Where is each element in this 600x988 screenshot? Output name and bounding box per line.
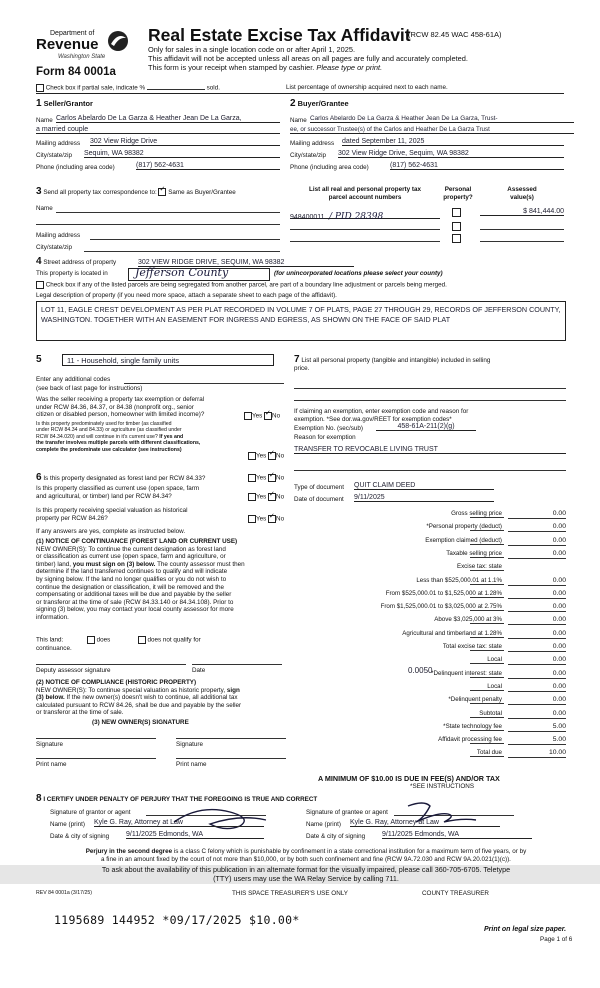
q5-yes-checkbox[interactable]: [248, 515, 256, 523]
calc-row-label: *Delinquent penalty: [448, 696, 502, 703]
q1-yes-no: Yes ✓ No: [244, 412, 280, 420]
calc-row-label: Affidavit processing fee: [438, 736, 502, 743]
reason-value[interactable]: TRANSFER TO REVOCABLE LIVING TRUST: [294, 446, 566, 454]
doc-type-value[interactable]: QUIT CLAIM DEED: [354, 482, 494, 490]
buyer-mailing-label: Mailing address: [290, 140, 335, 147]
seller-city-label: City/state/zip: [36, 152, 73, 159]
owner-signature-label-1: Signature: [36, 741, 63, 748]
seller-phone-value[interactable]: (817) 562-4631: [136, 162, 280, 170]
agency-line3: Washington State: [58, 54, 106, 60]
calc-row-value[interactable]: 0.00: [508, 656, 566, 665]
q3-no-checkbox[interactable]: ✓: [268, 474, 276, 482]
doc-date-value[interactable]: 9/11/2025: [354, 494, 494, 502]
calc-row-value[interactable]: 0.00: [508, 577, 566, 586]
calc-row-value[interactable]: 0.00: [508, 643, 566, 652]
calc-row-value[interactable]: 0.00: [508, 550, 566, 559]
section5-num: 5: [36, 354, 42, 365]
segregated-label: Check box if any of the listed parcels are being segregated from another parcel, are part of a boundary line adjustment or parcels being merged.: [45, 281, 447, 289]
calc-row-leader: [470, 517, 504, 518]
grantee-name-label: Name (print): [306, 821, 341, 828]
same-as-buyer-label: Same as Buyer/Grantee: [168, 189, 236, 196]
calc-row-label: Gross selling price: [451, 510, 502, 517]
legal-description[interactable]: LOT 11, EAGLE CREST DEVELOPMENT AS PER PLAT RECORDED IN VOLUME 7 OF PLATS, PAGE 27 THROUGH 29, RECORDS OF JEFFERSON COUNTY, WASHINGTON. TOGETHER WITH AN EASEMENT FOR INGRESS AND EGRESS, AS SHOWN ON THE FACE OF SAID PLAT: [36, 301, 566, 341]
grantor-date-value[interactable]: 9/11/2025 Edmonds, WA: [126, 831, 264, 839]
calc-row-label: Total excise tax: state: [442, 643, 502, 650]
does-checkbox[interactable]: [87, 636, 95, 644]
doc-date-label: Date of document: [294, 496, 344, 503]
calc-row-label: Total due: [476, 749, 502, 756]
partial-sale-row: [36, 84, 220, 92]
calc-row-leader: [470, 677, 504, 678]
form-rcw: (RCW 82.45 WAC 458-61A): [408, 30, 502, 39]
calc-row-leader: [470, 650, 504, 651]
q5-yes-no: Yes ✓ No: [248, 515, 284, 523]
calc-row-leader: [470, 610, 504, 611]
q3-yes-checkbox[interactable]: [248, 474, 256, 482]
see-instructions: *SEE INSTRUCTIONS: [410, 783, 475, 790]
corr-city-label: City/state/zip: [36, 244, 73, 251]
deputy-signature-label: Deputy assessor signature: [36, 667, 111, 674]
correspondence-label: Send all property tax correspondence to:: [43, 189, 157, 196]
legal-paper-note: Print on legal size paper.: [484, 926, 567, 933]
calc-row-value[interactable]: 5.00: [508, 736, 566, 745]
calc-row-value[interactable]: 0.00: [508, 710, 566, 719]
legal-label: Legal description of property (if you need more space, attach a separate sheet to each page of the affidavit).: [36, 292, 337, 299]
grantee-date-label: Date & city of signing: [306, 833, 366, 840]
buyer-city-label: City/state/zip: [290, 152, 327, 159]
assessed-value-1[interactable]: $ 841,444.00: [480, 208, 564, 216]
correspondence-row: 3 Send all property tax correspondence to: ✓ Same as Buyer/Grantee: [36, 186, 236, 197]
buyer-name-label: Name: [290, 117, 307, 124]
street-row: 4 Street address of property: [36, 256, 117, 267]
parcel-col-3-header: Assessed value(s): [507, 186, 537, 201]
personal-property-checkbox-2[interactable]: [452, 222, 461, 231]
certify-statement: 8 I CERTIFY UNDER PENALTY OF PERJURY THAT THE FOREGOING IS TRUE AND CORRECT: [36, 793, 318, 804]
calc-row-leader: [470, 637, 504, 638]
q-timber-agriculture: Is this property predominately used for timber (as classified under RCW 84.34 and 84.33) or agriculture (as classified under RCW 84.34.020) and will continue in it's current use? If yes and the transfer involves multiple parcels with different classifications, complete the predominate use calculator (see instructions): [36, 421, 201, 453]
calc-row-leader: [470, 570, 504, 571]
calc-row-value[interactable]: 0.00: [508, 510, 566, 519]
calc-row-value[interactable]: 0.00: [508, 590, 566, 599]
header-note-2: This affidavit will not be accepted unless all areas on all pages are fully and accurately completed.: [148, 54, 468, 63]
corr-mailing-label: Mailing address: [36, 232, 81, 239]
calc-row-label: *State technology fee: [443, 723, 502, 730]
calc-row-label: Taxable selling price: [446, 550, 502, 557]
parcel-row-1[interactable]: [290, 206, 440, 222]
q1-yes-checkbox[interactable]: [244, 412, 252, 420]
street-label: Street address of property: [43, 259, 117, 266]
use-code-field[interactable]: 11 - Household, single family units: [62, 354, 274, 366]
cashier-receipt-stamp: 1195689 144952 *09/17/2025 $10.00*: [54, 913, 300, 927]
q-forest-land: 6 Is this property designated as forest land per RCW 84.33?: [36, 472, 206, 483]
same-as-buyer-checkbox[interactable]: ✓: [158, 188, 166, 196]
personal-property-checkbox-3[interactable]: [452, 234, 461, 243]
seller-name-value-2[interactable]: a married couple: [36, 126, 280, 134]
calc-row-value[interactable]: 0.00: [508, 523, 566, 532]
calc-row-label: Excise tax: state: [456, 563, 502, 570]
treasurer-use-label: THIS SPACE TREASURER'S USE ONLY: [232, 890, 348, 897]
parcel-number-1: 948400011: [290, 214, 325, 221]
grantee-date-value[interactable]: 9/11/2025 Edmonds, WA: [382, 831, 532, 839]
seller-name-label: Name: [36, 117, 53, 124]
minimum-due-note: A MINIMUM OF $10.00 IS DUE IN FEE(S) AND/OR TAX: [318, 774, 500, 783]
calc-row-label: From $525,000.01 to $1,525,000 at 1.28%: [385, 590, 502, 597]
does-not-checkbox[interactable]: [138, 636, 146, 644]
calc-row-value[interactable]: 0.00: [508, 670, 566, 679]
seller-phone-label: Phone (including area code): [36, 164, 115, 171]
agency-line1: Department of: [50, 30, 95, 37]
header-note-1: Only for sales in a single location code on or after April 1, 2025.: [148, 45, 356, 54]
owner-signature-label-2: Signature: [176, 741, 203, 748]
grantor-signature-label: Signature of grantor or agent: [50, 809, 131, 816]
calc-row-value[interactable]: 0.00: [508, 616, 566, 625]
dor-emblem-icon: [106, 30, 130, 52]
agency-line2: Revenue: [36, 36, 99, 53]
calc-row-value[interactable]: 0.00: [508, 630, 566, 639]
county-treasurer-label: COUNTY TREASURER: [422, 890, 489, 897]
calc-row-leader: [470, 584, 504, 585]
q4-yes-checkbox[interactable]: [248, 493, 256, 501]
q3-yes-no: Yes ✓ No: [248, 474, 284, 482]
seller-mailing-value[interactable]: 302 View Ridge Drive: [90, 138, 280, 146]
seller-mailing-label: Mailing address: [36, 140, 81, 147]
ownership-note: List percentage of ownership acquired next to each name.: [286, 84, 448, 91]
seller-heading: 1 Seller/Grantor: [36, 98, 93, 109]
rev-number: REV 84 0001a (3/17/25): [36, 890, 92, 896]
grantor-name-label: Name (print): [50, 821, 85, 828]
notice-compliance: (2) NOTICE OF COMPLIANCE (HISTORIC PROPERTY) NEW OWNER(S): To continue special valuation as historic property, sign (3) below. If the new owner(s) doesn't wish to continue, all additional tax calculated pursuant to RCW 84.26, shall be due and payable by the seller or transferor at the time of sale.: [36, 679, 242, 717]
calc-row-value[interactable]: 0.00: [508, 696, 566, 705]
located-label: This property is located in: [36, 270, 108, 277]
calc-row-leader: [470, 623, 504, 624]
calc-row-leader: [470, 743, 504, 744]
partial-sale-label: Check box if partial sale, indicate %: [45, 84, 146, 92]
calc-row-label: Subtotal: [479, 710, 502, 717]
calc-row-label: From $1,525,000.01 to $3,025,000 at 2.75%: [380, 603, 502, 610]
grantor-date-label: Date & city of signing: [50, 833, 110, 840]
buyer-heading: 2 Buyer/Grantee: [290, 98, 349, 109]
q2-no-checkbox[interactable]: ✓: [268, 452, 276, 460]
calc-row-leader: [470, 544, 504, 545]
calc-row-leader: [470, 717, 504, 718]
calc-row-leader: [470, 756, 504, 757]
page-number: Page 1 of 6: [540, 936, 573, 943]
form-number: Form 84 0001a: [36, 66, 116, 78]
this-land-row: This land: does does not qualify for: [36, 636, 201, 644]
header-note-3a: This form is your receipt when stamped by cashier.: [148, 63, 315, 72]
partial-sale-checkbox[interactable]: [36, 84, 44, 92]
county-select[interactable]: [128, 268, 270, 281]
owner-print-name-1: Print name: [36, 761, 67, 768]
form-title: Real Estate Excise Tax Affidavit: [148, 25, 411, 45]
calc-row-value[interactable]: 0.00: [508, 537, 566, 546]
if-yes-note: If any answers are yes, complete as instructed below.: [36, 528, 186, 535]
q5-no-checkbox[interactable]: ✓: [268, 515, 276, 523]
reason-label: Reason for exemption: [294, 434, 356, 441]
calc-row-value[interactable]: 0.00: [508, 603, 566, 612]
calc-row-value[interactable]: 10.00: [508, 749, 566, 758]
additional-codes-label: Enter any additional codes: [36, 376, 111, 383]
local-rate: 0.0050: [408, 666, 433, 675]
calc-row-value[interactable]: 5.00: [508, 723, 566, 732]
parcel-col-1-header: List all real and personal property tax parcel account numbers: [309, 186, 421, 201]
calc-row-label: Less than $525,000.01 at 1.1%: [416, 577, 502, 584]
calc-row-label: Agricultural and timberland at 1.28%: [402, 630, 502, 637]
buyer-phone-value[interactable]: (817) 562-4631: [390, 162, 564, 170]
header-note-3: [148, 63, 382, 72]
segregated-checkbox[interactable]: [36, 281, 44, 289]
new-owner-sig-heading: (3) NEW OWNER(S) SIGNATURE: [92, 719, 189, 726]
street-value[interactable]: 302 VIEW RIDGE DRIVE, SEQUIM, WA 98382: [138, 259, 354, 267]
calc-row-leader: [470, 690, 504, 691]
see-back-label: (see back of last page for instructions): [36, 385, 143, 392]
exemption-instructions: If claiming an exemption, enter exemption code and reason for exemption. *See dor.wa.gov/REET for exemption codes*: [294, 408, 469, 423]
calc-row-value[interactable]: 0.00: [508, 683, 566, 692]
grantee-signature-label: Signature of grantee or agent: [306, 809, 388, 816]
calc-row-leader: [470, 557, 504, 558]
q-historic: Is this property receiving special valuation as historical property per RCW 84.26?: [36, 507, 188, 522]
q1-no-checkbox[interactable]: ✓: [264, 412, 272, 420]
q-current-use: Is this property classified as current use (open space, farm and agricultural, or timber) land per RCW 84.34?: [36, 485, 200, 500]
exemption-no-label: Exemption No. (sec/sub): [294, 425, 363, 432]
buyer-city-value[interactable]: 302 View Ridge Drive, Sequim, WA 98382: [338, 150, 564, 158]
q-exemption-deferral: Was the seller receiving a property tax exemption or deferral under RCW 84.36, 84.37, or 84.38 (nonprofit org., senior citizen or disabled person, homeowner with limited income)?: [36, 396, 205, 419]
perjury-note: Perjury in the second degree is a class C felony which is punishable by confinement in a state correctional institution for a maximum term of five years, or by a fine in an amount fixed by the court of not more than $10,000, or by both such confinement and fine (RCW 9A.72.030 and RCW 9A.20.021(1)(c)).: [85, 848, 527, 863]
q4-yes-no: Yes ✓ No: [248, 493, 284, 501]
segregated-row: [36, 281, 576, 289]
sold-label: sold.: [206, 84, 220, 92]
doc-type-label: Type of document: [294, 484, 345, 491]
calc-row-label: *Delinquent interest: state: [431, 670, 502, 677]
buyer-mailing-value[interactable]: dated September 11, 2025: [342, 138, 564, 146]
calc-row-leader: [470, 597, 504, 598]
q4-no-checkbox[interactable]: ✓: [268, 493, 276, 501]
deputy-date-label: Date: [192, 667, 206, 674]
unincorporated-note: (for unincorporated locations please select your county): [274, 270, 443, 277]
calc-row-leader: [470, 730, 504, 731]
parcel-col-2-header: Personal property?: [443, 186, 473, 201]
grantor-signature-icon: [170, 800, 270, 834]
buyer-name-value-1[interactable]: Carlos Abelardo De La Garza & Heather Jean De La Garza, Trust-: [310, 115, 574, 123]
q2-yes-checkbox[interactable]: [248, 452, 256, 460]
calc-row-label: Local: [487, 656, 502, 663]
exemption-no-value[interactable]: 458-61A-211(2)(g): [376, 423, 476, 431]
personal-property-list: 7 List all personal property (tangible and intangible) included in selling price.: [294, 354, 491, 372]
county-hand: Jefferson County: [135, 266, 229, 279]
parcel-number-1-hand: / PID 28398: [328, 212, 384, 222]
calc-row-label: *Personal property (deduct): [426, 523, 502, 530]
calc-row-label: Above $3,025,000 at 3%: [434, 616, 502, 623]
calc-row-leader: [470, 703, 504, 704]
corr-name-label: Name: [36, 205, 53, 212]
calc-row-leader: [470, 663, 504, 664]
q2-yes-no: Yes ✓ No: [248, 452, 284, 460]
owner-print-name-2: Print name: [176, 761, 207, 768]
calc-row-label: Local: [487, 683, 502, 690]
personal-property-checkbox-1[interactable]: [452, 208, 461, 217]
notice-continuance: (1) NOTICE OF CONTINUANCE (FOREST LAND OR CURRENT USE) NEW OWNER(S): To continue the current designation as forest land or classification as current use (open space, farm and agriculture, or timber) land, you must sign on (3) below. The county assessor must then determine if the land transferred continues to qualify and will indicate by signing below. If the land no longer qualifies or you do not wish to continue the designation or classification, it will be removed and the compensating or additional taxes will be due and payable by the seller or transferor at the time of sale (RCW 84.33.140 or 84.34.108). Prior to signing (3) below, you may contact your local county assessor for more information.: [36, 538, 245, 621]
calc-row-leader: [470, 530, 504, 531]
grantee-name-value[interactable]: Kyle G. Ray, Attorney at Law: [350, 819, 500, 827]
header-note-3b: Please type or print.: [316, 63, 383, 72]
accessibility-note: To ask about the availability of this publication in an alternate format for the visually impaired, please call 360-705-6705. Teletype (TTY) users may use the WA Relay Service by calling 711.: [101, 865, 511, 883]
calc-row-label: Exemption claimed (deduct): [425, 537, 502, 544]
continuance-label: continuance.: [36, 645, 72, 652]
buyer-phone-label: Phone (including area code): [290, 164, 369, 171]
seller-city-value[interactable]: Sequim, WA 98382: [84, 150, 280, 158]
seller-name-value-1[interactable]: Carlos Abelardo De La Garza & Heather Jean De La Garza,: [56, 115, 280, 123]
buyer-name-value-2[interactable]: ee, or successor Trustee(s) of the Carlos and Heather De La Garza Trust: [290, 126, 574, 134]
grantor-name-value[interactable]: Kyle G. Ray, Attorney at Law: [94, 819, 264, 827]
